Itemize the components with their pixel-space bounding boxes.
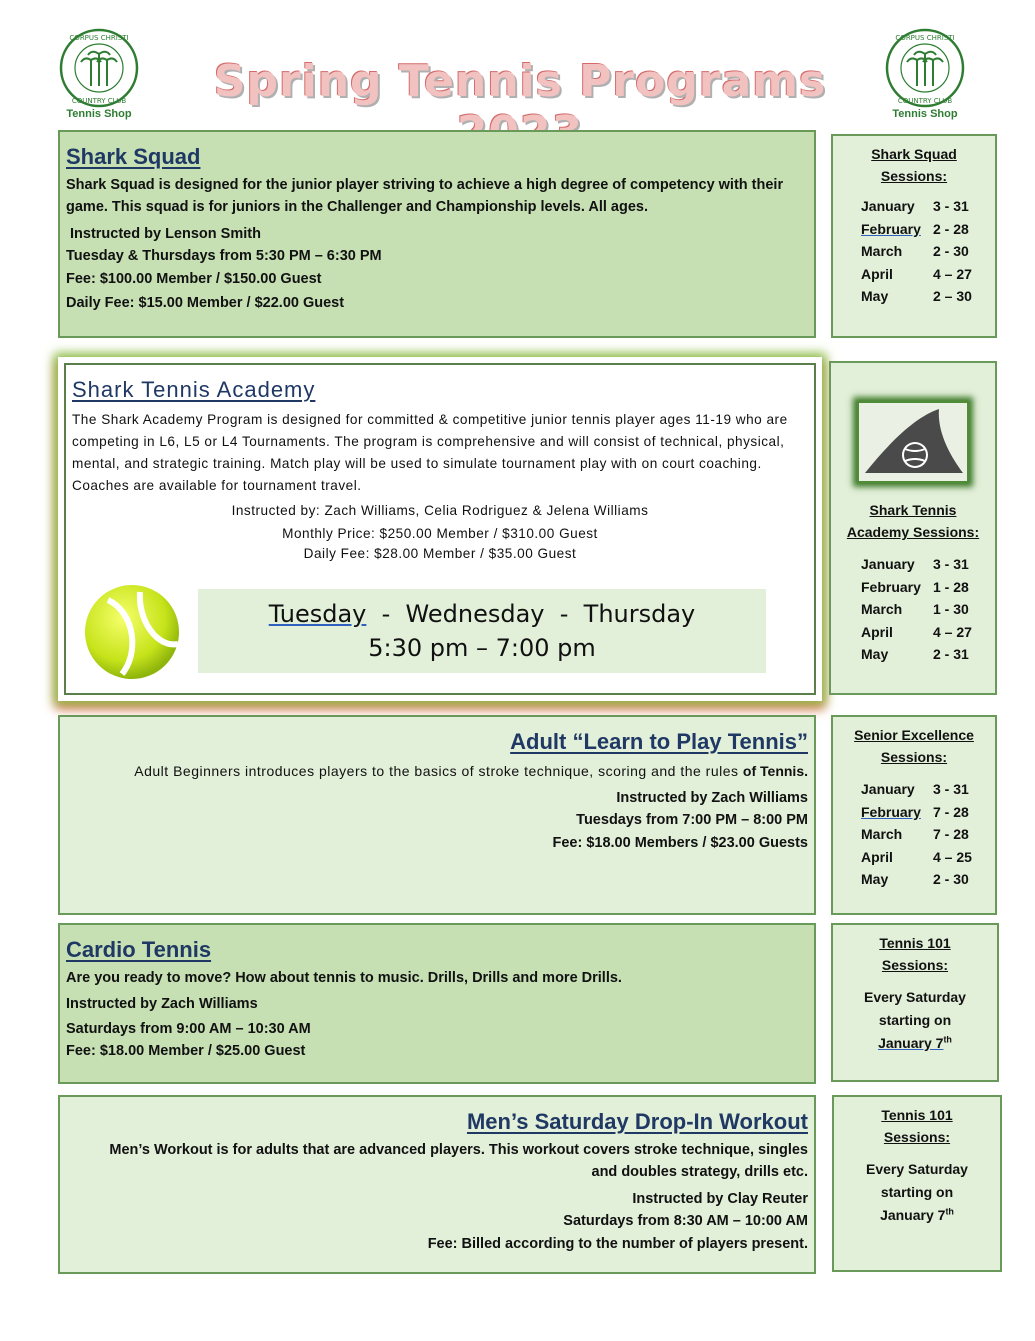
adult-fee: Fee: $18.00 Members / $23.00 Guests xyxy=(552,834,808,851)
logo-right xyxy=(883,26,967,122)
academy-time: 5:30 pm – 7:00 pm xyxy=(368,634,596,662)
adult-panel xyxy=(58,715,816,915)
shark-squad-fee: Fee: $100.00 Member / $150.00 Guest xyxy=(66,270,322,287)
sessions-heading: Tennis 101 xyxy=(879,935,951,951)
academy-daily-fee: Daily Fee: $28.00 Member / $35.00 Guest xyxy=(303,546,577,562)
adult-heading: Adult “Learn to Play Tennis” xyxy=(510,729,808,754)
adult-schedule: Tuesdays from 7:00 PM – 8:00 PM xyxy=(576,812,808,829)
sessions-note: Every Saturday starting on January 7th xyxy=(866,1161,968,1223)
session-row: March 7 - 28 xyxy=(861,826,969,843)
academy-days-rest: - Wednesday - Thursday xyxy=(366,600,696,628)
session-row: April 4 – 27 xyxy=(861,623,972,640)
session-row: April 4 – 27 xyxy=(861,265,972,282)
academy-desc: The Shark Academy Program is designed for committed & competitive junior tennis player ages 11-19 who are competing in L6, L5 or L4 Tournaments. The program is comprehensive and will consist of technical, physical, mental, and strategic training. Match play will be used to simulate tournament play with on court coaching. Coaches are available for tournament travel. xyxy=(72,412,788,494)
session-row: February 1 - 28 xyxy=(861,578,969,595)
cardio-schedule: Saturdays from 9:00 AM – 10:30 AM xyxy=(66,1020,311,1037)
shark-squad-sessions-panel xyxy=(831,134,997,338)
shark-logo xyxy=(857,401,969,483)
sessions-list xyxy=(861,553,995,665)
sessions-heading: Academy Sessions: xyxy=(846,523,980,540)
mens-heading: Men’s Saturday Drop-In Workout xyxy=(466,1109,808,1134)
palm-tree-icon xyxy=(57,26,141,110)
sessions-heading: Senior Excellence xyxy=(854,727,974,743)
cardio-fee: Fee: $18.00 Member / $25.00 Guest xyxy=(66,1043,306,1060)
session-row: January 3 - 31 xyxy=(861,198,969,215)
palm-tree-icon xyxy=(883,26,967,110)
cardio-panel xyxy=(58,923,816,1084)
academy-instructors: Instructed by: Zach Williams, Celia Rodriguez & Jelena Williams xyxy=(231,503,649,519)
session-row: January 3 - 31 xyxy=(861,556,969,573)
academy-days xyxy=(198,597,766,631)
shark-squad-instructor: Instructed by Lenson Smith xyxy=(70,225,261,242)
svg-text:COUNTRY CLUB: COUNTRY CLUB xyxy=(71,97,127,105)
svg-text:COUNTRY CLUB: COUNTRY CLUB xyxy=(897,97,953,105)
cardio-instructor: Instructed by Zach Williams xyxy=(66,996,258,1013)
session-row: March 1 - 30 xyxy=(861,601,969,618)
logo-label: Tennis Shop xyxy=(66,108,132,120)
logo-label: Tennis Shop xyxy=(892,108,958,120)
mens-fee: Fee: Billed according to the number of players present. xyxy=(427,1235,808,1252)
session-row: February 2 - 28 xyxy=(861,220,969,237)
sessions-list xyxy=(861,778,995,890)
sessions-heading: Sessions: xyxy=(880,748,948,765)
session-row: May 2 - 30 xyxy=(861,870,969,887)
session-row: April 4 – 25 xyxy=(861,848,972,865)
mens-panel xyxy=(58,1095,816,1274)
shark-squad-desc: Shark Squad is designed for the junior player striving to achieve a high degree of competency with their game. This squad is for juniors in the Challenger and Championship levels. All ages. xyxy=(66,177,784,216)
page-title: Spring Tennis Programs xyxy=(213,56,827,107)
logo-left xyxy=(57,26,141,122)
sessions-list xyxy=(861,195,995,307)
shark-squad-schedule: Tuesday & Thursdays from 5:30 PM – 6:30 PM xyxy=(66,248,382,265)
sessions-heading: Shark Tennis xyxy=(869,502,957,518)
mens-schedule: Saturdays from 8:30 AM – 10:00 AM xyxy=(563,1213,808,1230)
shark-squad-heading: Shark Squad xyxy=(66,144,201,169)
svg-text:CORPUS CHRISTI: CORPUS CHRISTI xyxy=(895,34,955,42)
svg-text:CORPUS CHRISTI: CORPUS CHRISTI xyxy=(69,34,129,42)
adult-instructor: Instructed by Zach Williams xyxy=(616,789,808,806)
sessions-heading: Sessions: xyxy=(880,167,948,184)
session-row: January 3 - 31 xyxy=(861,781,969,798)
mens-sessions-panel xyxy=(832,1095,1002,1272)
mens-desc: Men’s Workout is for adults that are advanced players. This workout covers stroke technique, singles and doubles strategy, drills etc. xyxy=(109,1142,808,1181)
session-row: March 2 - 30 xyxy=(861,243,969,260)
shark-squad-panel xyxy=(58,130,816,338)
academy-schedule-box xyxy=(198,589,766,673)
academy-days-first: Tuesday xyxy=(268,600,367,628)
sessions-note: Every Saturday starting on January 7th xyxy=(864,989,966,1051)
sessions-heading: Sessions: xyxy=(881,956,949,973)
sessions-heading: Shark Squad xyxy=(871,146,957,162)
adult-desc xyxy=(66,761,808,783)
academy-heading: Shark Tennis Academy xyxy=(72,377,316,402)
session-row: February 7 - 28 xyxy=(861,803,969,820)
academy-monthly-price: Monthly Price: $250.00 Member / $310.00 Guest xyxy=(282,525,598,541)
sessions-heading: Tennis 101 xyxy=(881,1107,953,1123)
cardio-sessions-panel xyxy=(831,923,999,1082)
academy-sessions-panel xyxy=(829,361,997,695)
mens-instructor: Instructed by Clay Reuter xyxy=(632,1190,808,1207)
cardio-desc: Are you ready to move? How about tennis to music. Drills, Drills and more Drills. xyxy=(66,970,622,986)
sessions-heading: Sessions: xyxy=(883,1128,951,1145)
session-row: May 2 - 31 xyxy=(861,645,969,662)
senior-sessions-panel xyxy=(831,715,997,915)
adult-desc-text: Adult Beginners introduces players to the basics of stroke technique, scoring and the rules xyxy=(134,763,743,779)
shark-squad-daily-fee: Daily Fee: $15.00 Member / $22.00 Guest xyxy=(66,295,345,312)
session-row: May 2 – 30 xyxy=(861,287,972,304)
shark-fin-icon xyxy=(859,403,967,481)
cardio-heading: Cardio Tennis xyxy=(66,937,212,962)
adult-desc-bold: of Tennis. xyxy=(742,763,808,779)
tennis-ball-icon xyxy=(82,582,182,682)
